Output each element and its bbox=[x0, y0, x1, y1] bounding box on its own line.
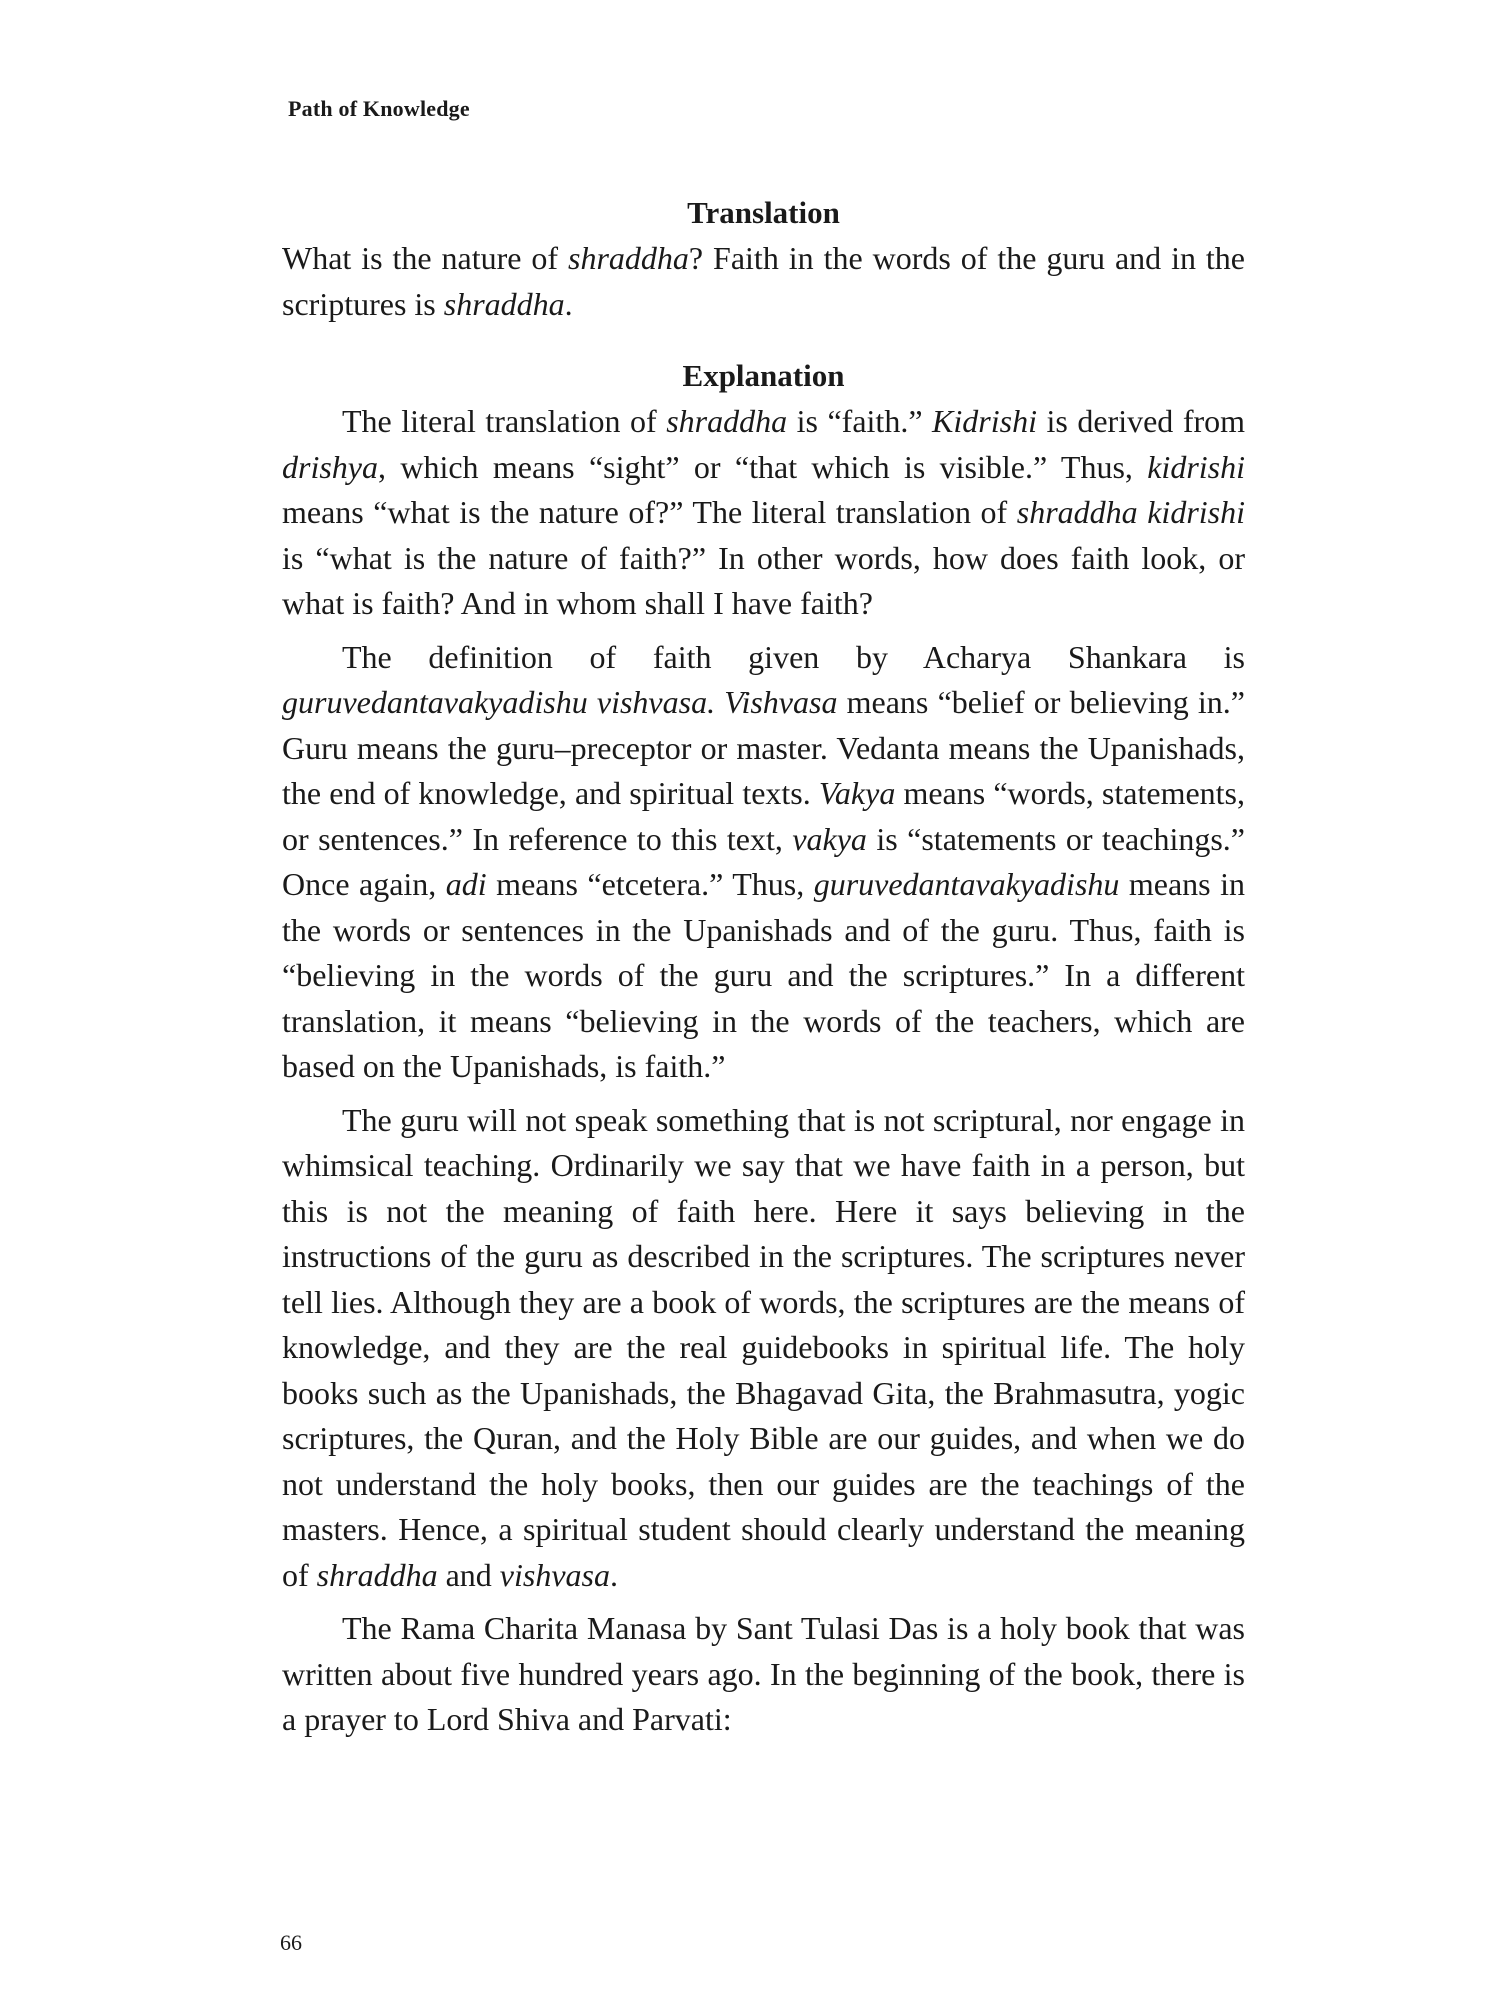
text-run: means “what is the nature of?” The literal translation of bbox=[282, 494, 1017, 530]
text-run: means in the words or sentences in the Upanishads and of the guru. Thus, faith is “believing in the words of the guru and the scriptures.” In a different translation, it means “believing in the words of the teachers, which are based on the Upanishads, is faith.” bbox=[282, 866, 1246, 1084]
sanskrit-term: adi bbox=[445, 866, 487, 902]
sanskrit-term: shraddha bbox=[443, 285, 565, 322]
paragraph-3 bbox=[282, 1098, 1245, 1599]
text-run: and bbox=[437, 1556, 500, 1593]
text-run: , which means “sight” or “that which is visible.” Thus, bbox=[378, 448, 1148, 485]
text-run: is derived from bbox=[1036, 403, 1246, 439]
sanskrit-term: shraddha bbox=[666, 403, 788, 439]
sanskrit-term: shraddha bbox=[316, 1556, 438, 1593]
text-run: ? Faith in the words of the guru and in the scriptures is bbox=[282, 240, 1245, 322]
running-head: Path of Knowledge bbox=[288, 96, 470, 121]
sanskrit-term: Kidrishi bbox=[932, 403, 1037, 439]
text-run: means “etcetera.” Thus, bbox=[486, 866, 814, 902]
sanskrit-term: vishvasa bbox=[499, 1556, 610, 1593]
sanskrit-term: guruvedantavakyadishu bbox=[813, 866, 1120, 902]
explanation-heading: Explanation bbox=[682, 358, 845, 393]
text-run: is “statements or teachings.” Once again, bbox=[282, 820, 1246, 902]
sanskrit-term: vakya bbox=[792, 820, 867, 857]
sanskrit-term: kidrishi bbox=[1147, 448, 1245, 485]
text-run: means “belief or believing in.” Guru means the guru–preceptor or master. Vedanta means the Upanishads, the end of knowledge, and spiritual texts. bbox=[282, 684, 1246, 811]
sanskrit-term: Vakya bbox=[818, 775, 896, 811]
text-run: The definition of faith given by Acharya Shankara is bbox=[342, 638, 1245, 675]
page-body bbox=[282, 190, 1245, 1743]
text-run: . bbox=[564, 285, 573, 322]
text-run: What is the nature of bbox=[282, 240, 568, 276]
sanskrit-term: guruvedantavakyadishu vishvasa. Vishvasa bbox=[282, 684, 838, 720]
text-run: The guru will not speak something that is not scriptural, nor engage in whimsical teaching. Ordinarily we say that we have faith in a person, but this is not the meaning of faith here. Here it says believing in the instructions of the guru as described in the scriptures. The scriptures never tell lies. Although they are a book of words, the scriptures are the means of knowledge, and they are the real guidebooks in spiritual life. The holy books such as the Upanishads, the Bhagavad Gita, the Brahmasutra, yogic scriptures, the Quran, and the Holy Bible are our guides, and when we do not understand the holy books, then our guides are the teachings of the masters. Hence, a spiritual student should clearly understand the meaning of bbox=[282, 1101, 1245, 1593]
text-run: is “faith.” bbox=[787, 403, 933, 439]
paragraph-4 bbox=[282, 1606, 1245, 1743]
translation-paragraph bbox=[282, 236, 1245, 327]
text-run: means “words, statements, or sentences.” In reference to this text, bbox=[282, 775, 1246, 857]
sanskrit-term: shraddha kidrishi bbox=[1016, 494, 1246, 530]
page-number: 66 bbox=[280, 1930, 302, 1955]
text-run: is “what is the nature of faith?” In other words, how does faith look, or what is faith? And in whom shall I have faith? bbox=[282, 539, 1245, 621]
text-run: . bbox=[609, 1556, 618, 1593]
text-run: The literal translation of bbox=[342, 403, 667, 439]
translation-heading: Translation bbox=[687, 195, 840, 230]
sanskrit-term: drishya bbox=[282, 448, 378, 485]
paragraph-1 bbox=[282, 399, 1245, 627]
sanskrit-term: shraddha bbox=[568, 240, 689, 276]
text-run: The Rama Charita Manasa by Sant Tulasi Das is a holy book that was written about five hundred years ago. In the beginning of the book, there is a prayer to Lord Shiva and Parvati: bbox=[282, 1610, 1245, 1737]
paragraph-2 bbox=[282, 635, 1245, 1090]
